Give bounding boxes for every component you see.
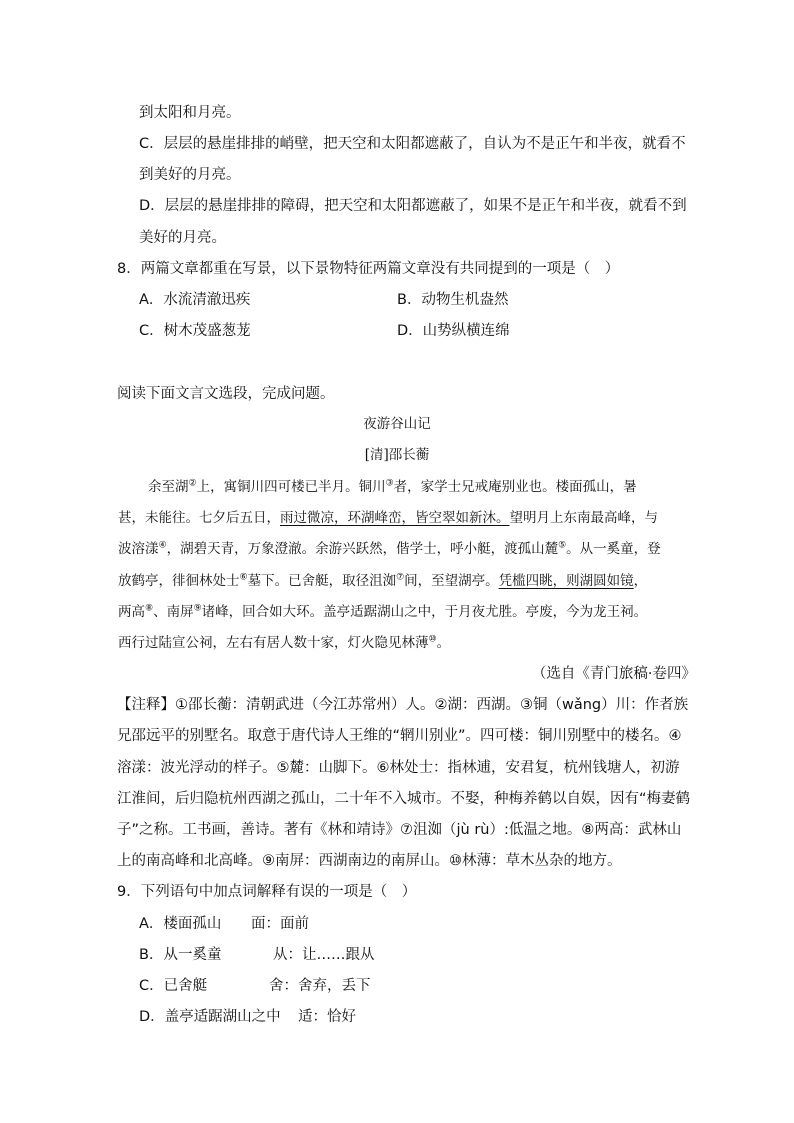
passage-source: （选自《青门旅稿·卷四》 (531, 666, 696, 682)
q9-option-b-explanation: 从：让……跟从 (273, 947, 375, 963)
passage-text: 诸峰，回合如大环。盖亭适踞湖山之中，于月夜尤胜。亭废，今为龙王祠。 (201, 604, 648, 620)
note-marker: ② (188, 478, 197, 489)
passage-title: 夜游谷山记 (363, 416, 431, 432)
note-marker: ⑥ (239, 572, 248, 583)
q9-option-a: A．楼面孤山 (139, 916, 222, 932)
notes-line-4: 江淮间，后归隐杭州西湖之孤山，二十年不入城市。不娶，种梅养鹤以自娱，因有“梅妻鹤 (117, 791, 691, 807)
note-marker: ④ (158, 540, 167, 551)
note-marker: ③ (385, 478, 394, 489)
underlined-sentence: 凭槛四眺，则湖圆如镜 (498, 573, 634, 589)
passage-text: 放鹤亭，徘徊林处士 (118, 573, 240, 589)
passage-text: 墓下。已舍艇，取径沮洳 (247, 573, 397, 589)
q9-option-c-explanation: 舍：舍弃，丢下 (269, 978, 371, 994)
notes-line-2: 兄邵远平的别墅名。取意于唐代诗人王维的“辋川别业”。四可楼：铜川别墅中的楼名。④ (117, 728, 682, 744)
q9-option-a-explanation: 面：面前 (251, 916, 309, 932)
q8-option-d: D．山势纵横连绵 (397, 323, 510, 339)
q8-option-b: B．动物生机盎然 (397, 292, 509, 308)
notes-line-5: 子”之称。工书画，善诗。著有《林和靖诗》⑦沮洳（jù rù）:低温之地。⑧两高：武林山 (117, 822, 682, 838)
passage-line-2 (118, 508, 658, 528)
notes-line-6: 上的南高峰和北高峰。⑨南屏：西湖南边的南屏山。⑩林薄：草木丛杂的地方。 (117, 853, 622, 869)
q9-option-d-explanation: 适：恰好 (298, 1009, 356, 1025)
q8-stem: 8．两篇文章都重在写景，以下景物特征两篇文章没有共同提到的一项是（ ） (117, 261, 620, 277)
note-marker: ⑨ (193, 603, 202, 614)
passage-text: 波溶漾 (118, 541, 159, 557)
q7-option-c-line1: C．层层的悬崖排排的峭壁，把天空和太阳都遮蔽了，自认为不是正午和半夜，就看不 (139, 136, 686, 152)
q8-option-a: A．水流清澈迅疾 (139, 292, 251, 308)
passage-text: 。 (436, 635, 451, 651)
underlined-sentence: 雨过微凉，环湖峰峦，皆空翠如新沐。 (280, 510, 510, 526)
q9-option-d: D．盖亭适踞湖山之中 (139, 1009, 281, 1025)
note-marker: ⑩ (428, 634, 437, 645)
passage-author: [清]邵长蘅 (364, 447, 430, 463)
passage-text: 望明月上东南最高峰，与 (509, 510, 658, 526)
passage-text: 、南屏 (153, 604, 194, 620)
q9-option-c: C．已舍艇 (139, 978, 208, 994)
passage-text: 间，至望湖亭。 (404, 573, 499, 589)
passage-line-5 (118, 602, 647, 622)
passage-line-4 (118, 571, 647, 591)
note-marker: ⑤ (558, 540, 567, 551)
passage-line-3 (118, 539, 661, 559)
passage-line-6 (118, 633, 450, 653)
passage-text: 。从一奚童，登 (566, 541, 661, 557)
passage-line-1 (148, 477, 637, 497)
passage-text: 者，家学士兄戒庵别业也。楼面孤山，暑 (393, 479, 637, 495)
passage-text: 甚，未能往。七夕后五日， (118, 510, 280, 526)
passage-text: 两高 (118, 604, 145, 620)
notes-line-1: 【注释】①邵长蘅：清朝武进（今江苏常州）人。②湖：西湖。③铜（wǎng）川：作者族 (117, 697, 689, 713)
reading-intro: 阅读下面文言文选段，完成问题。 (117, 386, 335, 402)
q8-option-c: C．树木茂盛葱茏 (139, 323, 251, 339)
q7-option-d-line2: 美好的月亮。 (139, 230, 226, 246)
passage-text: 余至湖 (148, 479, 189, 495)
passage-text: 西行过陆宣公祠，左右有居人数十家，灯火隐见林薄 (118, 635, 429, 651)
q7-option-d-line1: D．层层的悬崖排排的障碍，把天空和太阳都遮蔽了，如果不是正午和半夜，就看不到 (139, 198, 687, 214)
q9-stem: 9．下列语句中加点词解释有误的一项是（ ） (117, 884, 417, 900)
passage-text: 上，寓铜川四可楼已半月。铜川 (196, 479, 386, 495)
passage-text: ，湖碧天青，万象澄澈。余游兴跃然，偕学士，呼小艇，渡孤山麓 (166, 541, 559, 557)
q9-option-b: B．从一奚童 (139, 947, 222, 963)
note-marker: ⑦ (396, 572, 405, 583)
q7-option-b-cont: 到太阳和月亮。 (139, 105, 241, 121)
q7-option-c-line2: 到美好的月亮。 (139, 167, 241, 183)
notes-line-3: 溶漾：波光浮动的样子。⑤麓：山脚下。⑥林处士：指林逋，安君复，杭州钱塘人，初游 (117, 760, 680, 776)
passage-text: ， (633, 573, 648, 589)
note-marker: ⑧ (145, 603, 154, 614)
